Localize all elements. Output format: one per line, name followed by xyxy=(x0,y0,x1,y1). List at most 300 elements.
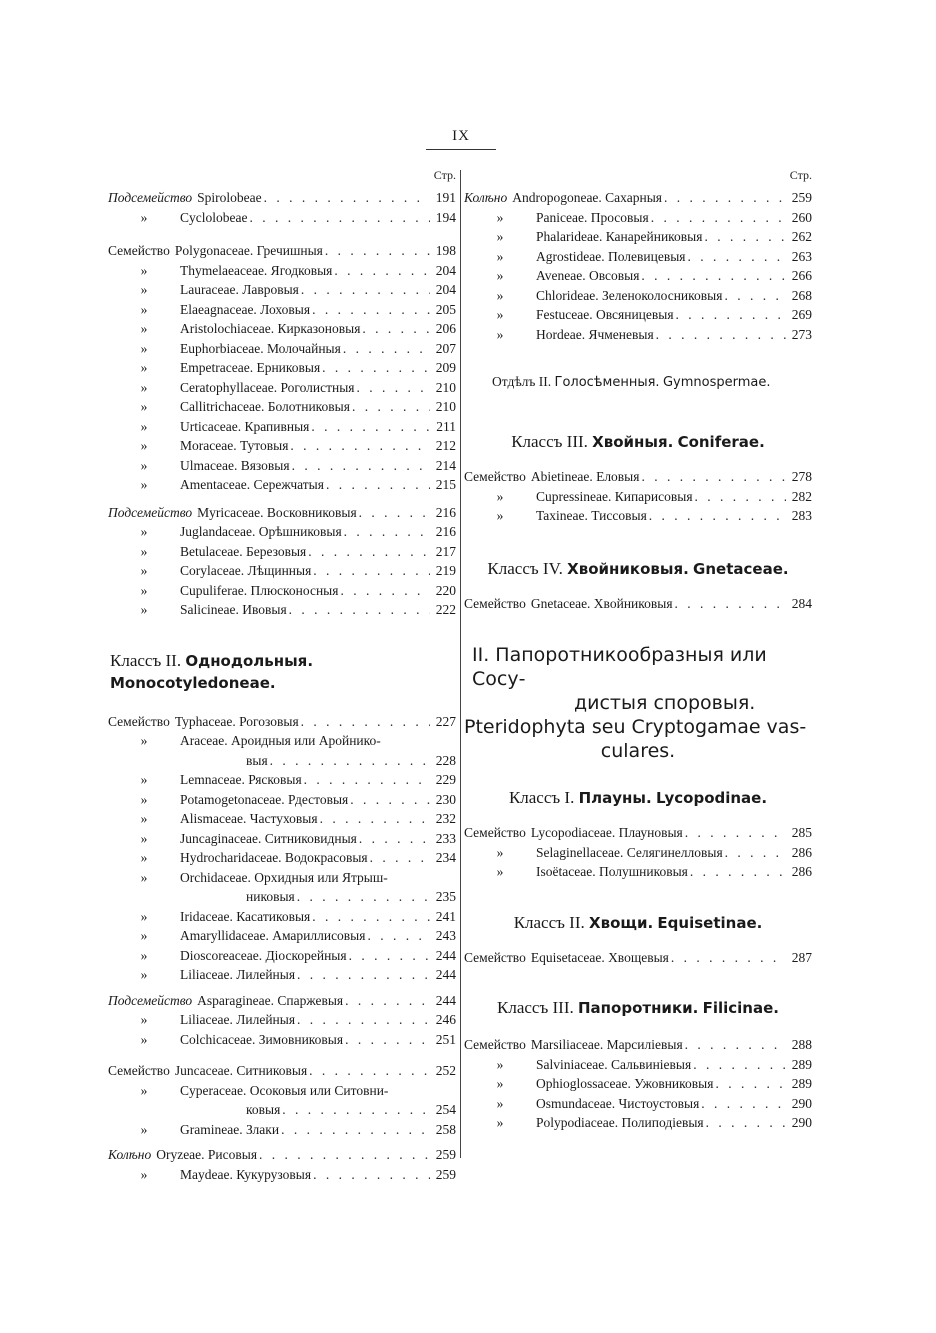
class-prefix: Классъ II. xyxy=(513,912,585,932)
entry-prefix: » xyxy=(140,1121,148,1137)
entry-name: Oryzeae. Рисовыя xyxy=(156,1147,258,1162)
entry-page: 285 xyxy=(791,825,812,840)
entry-prefix: » xyxy=(140,418,148,434)
entry-page: 268 xyxy=(791,287,812,303)
entry-page: 204 xyxy=(435,282,456,297)
entry-name: Maydeae. Кукурузовыя xyxy=(180,1166,312,1182)
entry-label xyxy=(108,887,295,907)
entry-prefix: » xyxy=(140,947,148,963)
toc-entry xyxy=(108,926,456,946)
entry-page: 258 xyxy=(435,1121,456,1137)
toc-entry xyxy=(464,487,812,507)
entry-label xyxy=(108,1061,307,1081)
entry-label xyxy=(464,325,654,345)
dot-leader xyxy=(641,266,786,286)
toc-group xyxy=(464,467,812,526)
entry-label xyxy=(464,1113,704,1133)
toc-entry xyxy=(108,848,456,868)
entry-label xyxy=(108,809,318,829)
entry-name: Thymelaeaceae. Ягодковыя xyxy=(180,262,333,278)
entry-name: Osmundaceae. Чистоустовыя xyxy=(536,1095,700,1111)
dot-leader xyxy=(357,378,431,398)
division-prefix: Отдѣлъ II. xyxy=(492,374,552,389)
entry-prefix: » xyxy=(140,811,148,826)
entry-prefix: » xyxy=(140,543,148,559)
entry-name: ковыя xyxy=(246,1102,281,1117)
entry-name: Marsiliaceae. Марсилiевыя xyxy=(530,1037,683,1052)
toc-entry xyxy=(108,503,456,523)
entry-name: Myricaceae. Восковниковыя xyxy=(197,504,357,520)
toc-group xyxy=(464,823,812,882)
class-heading xyxy=(464,558,812,580)
entry-label xyxy=(464,1035,683,1055)
dot-leader xyxy=(675,594,786,614)
entry-label xyxy=(108,790,348,810)
dot-leader xyxy=(304,770,430,790)
toc-group xyxy=(108,712,456,985)
dot-leader xyxy=(725,843,786,863)
entry-name: Salviniaceae. Сальвинiевыя xyxy=(536,1056,692,1072)
dot-leader xyxy=(685,1035,786,1055)
dot-leader xyxy=(656,325,786,345)
entry-label xyxy=(464,286,722,306)
dot-leader xyxy=(359,503,430,523)
entry-name: Lemnaceae. Рясковыя xyxy=(180,772,302,787)
entry-page: 229 xyxy=(435,772,456,787)
dot-leader xyxy=(281,1120,430,1140)
section-line: дистыя споровыя. xyxy=(574,692,756,714)
entry-name: Cupressineae. Кипарисовыя xyxy=(536,488,693,504)
entry-name: Empetraceae. Ерниковыя xyxy=(180,360,321,375)
dot-leader xyxy=(313,561,430,581)
toc-entry xyxy=(108,868,456,888)
dot-leader xyxy=(270,751,430,771)
entry-page: 259 xyxy=(791,190,812,205)
toc-entry xyxy=(108,378,456,398)
dot-leader xyxy=(345,1030,430,1050)
entry-label xyxy=(464,1055,691,1075)
entry-label xyxy=(108,456,290,476)
dot-leader xyxy=(649,506,786,526)
entry-prefix: Семейство xyxy=(108,713,170,729)
toc-entry xyxy=(108,1030,456,1050)
entry-label xyxy=(108,188,262,208)
toc-entry xyxy=(464,1113,812,1133)
entry-label xyxy=(108,261,332,281)
entry-prefix: » xyxy=(496,307,504,322)
class-prefix: Классъ II. xyxy=(110,650,182,670)
toc-entry xyxy=(464,325,812,345)
entry-page: 191 xyxy=(435,190,456,205)
toc-group xyxy=(464,594,812,614)
entry-name: Cupuliferae. Плюсконосныя xyxy=(180,582,339,598)
toc-entry xyxy=(108,542,456,562)
entry-label xyxy=(464,208,649,228)
entry-label xyxy=(108,1081,388,1101)
entry-prefix: » xyxy=(140,301,148,317)
entry-prefix: » xyxy=(496,844,504,860)
entry-prefix: » xyxy=(140,457,148,473)
entry-prefix: Подсемейство xyxy=(108,992,193,1008)
entry-name: Ceratophyllaceae. Роголистныя xyxy=(180,379,355,395)
entry-label xyxy=(108,397,350,417)
dot-leader xyxy=(311,417,430,437)
entry-label xyxy=(464,506,647,526)
toc-entry xyxy=(108,1061,456,1081)
entry-prefix: » xyxy=(496,864,504,879)
page-column-header: Стр. xyxy=(789,168,812,182)
entry-label xyxy=(464,227,702,247)
entry-name: Ulmaceae. Вязовыя xyxy=(180,457,290,473)
left-column xyxy=(108,168,456,1184)
entry-page: 232 xyxy=(435,811,456,826)
toc-entry xyxy=(108,712,456,732)
entry-prefix: » xyxy=(140,399,148,414)
entry-label xyxy=(108,991,343,1011)
toc-group xyxy=(464,1035,812,1133)
dot-leader xyxy=(308,542,430,562)
entry-prefix: » xyxy=(140,524,148,539)
entry-page: 284 xyxy=(791,595,812,611)
entry-prefix: » xyxy=(496,248,504,264)
entry-prefix: » xyxy=(496,1095,504,1111)
dot-leader xyxy=(685,823,786,843)
entry-label xyxy=(464,247,686,267)
entry-label xyxy=(108,907,310,927)
entry-name: Betulaceae. Березовыя xyxy=(180,543,307,559)
entry-name: Alismaceae. Частуховыя xyxy=(180,811,318,826)
entry-label xyxy=(108,731,381,751)
toc-entry xyxy=(108,751,456,771)
dot-leader xyxy=(690,862,786,882)
dot-leader xyxy=(259,1145,430,1165)
dot-leader xyxy=(289,600,430,620)
entry-prefix: Семейство xyxy=(464,469,526,484)
entry-prefix: Семейство xyxy=(464,595,526,611)
entry-prefix: » xyxy=(140,830,148,846)
class-name-lat: Equisetinae. xyxy=(657,913,763,932)
entry-page: 204 xyxy=(435,262,456,278)
toc-entry xyxy=(108,887,456,907)
entry-page: 263 xyxy=(791,248,812,264)
entry-prefix: » xyxy=(140,928,148,943)
entry-label xyxy=(108,300,310,320)
entry-page: 286 xyxy=(791,844,812,860)
entry-label xyxy=(108,339,341,359)
toc-entry xyxy=(108,261,456,281)
entry-name: Liliaceae. Лилейныя xyxy=(180,1012,296,1027)
dot-leader xyxy=(367,926,430,946)
toc-entry xyxy=(108,581,456,601)
class-name-ru: Хвойныя. xyxy=(592,433,674,451)
toc-entry xyxy=(464,843,812,863)
entry-prefix: » xyxy=(496,508,504,523)
dot-leader xyxy=(301,712,430,732)
entry-page: 288 xyxy=(791,1037,812,1052)
entry-page: 210 xyxy=(435,379,456,395)
entry-name: Lycopodiaceae. Плауновыя xyxy=(530,825,683,840)
entry-name: Hydrocharidaceae. Водокрасовыя xyxy=(180,850,368,865)
entry-page: 228 xyxy=(435,752,456,768)
class-heading xyxy=(108,650,456,694)
class-name-lat: Coniferae. xyxy=(677,433,765,451)
entry-label xyxy=(464,305,674,325)
entry-label xyxy=(108,417,309,437)
entry-page: 246 xyxy=(435,1012,456,1027)
toc-entry xyxy=(464,862,812,882)
toc-entry xyxy=(108,991,456,1011)
toc-entry xyxy=(108,188,456,208)
entry-label xyxy=(108,926,365,946)
entry-page: 215 xyxy=(435,477,456,492)
entry-label xyxy=(464,1094,699,1114)
entry-label xyxy=(108,600,287,620)
dot-leader xyxy=(340,581,430,601)
entry-name: Cyperaceae. Осоковыя или Ситовни- xyxy=(180,1082,389,1098)
dot-leader xyxy=(301,280,430,300)
dot-leader xyxy=(282,1100,430,1120)
entry-label xyxy=(464,487,693,507)
entry-name: Andropogoneae. Сахарныя xyxy=(512,190,662,205)
entry-prefix: » xyxy=(496,229,504,244)
entry-label xyxy=(108,712,299,732)
dot-leader xyxy=(664,188,786,208)
toc-entry xyxy=(108,600,456,620)
column-divider xyxy=(460,170,461,1158)
entry-page: 266 xyxy=(791,268,812,283)
entry-label xyxy=(108,1030,343,1050)
entry-prefix: » xyxy=(140,282,148,297)
entry-label xyxy=(464,266,639,286)
entry-prefix: » xyxy=(140,791,148,807)
class-name-ru: Хвойниковыя. xyxy=(567,559,689,578)
dot-leader xyxy=(344,522,430,542)
entry-prefix: Подсемейство xyxy=(108,504,193,520)
dot-leader xyxy=(706,1113,786,1133)
class-heading xyxy=(464,912,812,934)
entry-prefix: » xyxy=(496,209,504,225)
dot-leader xyxy=(297,965,430,985)
entry-page: 283 xyxy=(791,508,812,523)
dot-leader xyxy=(345,991,430,1011)
entry-prefix: » xyxy=(140,360,148,375)
entry-prefix: » xyxy=(140,209,148,225)
toc-group xyxy=(108,991,456,1050)
entry-name: Polygonaceae. Гречишныя xyxy=(174,243,323,258)
entry-name: Chlorideae. Зеленоколосниковыя xyxy=(536,287,723,303)
class-prefix: Классъ III. xyxy=(511,432,588,451)
class-prefix: Классъ IV. xyxy=(487,558,563,578)
entry-prefix: Колѣно xyxy=(108,1147,152,1162)
toc-group xyxy=(108,503,456,620)
entry-label xyxy=(464,467,639,487)
toc-entry xyxy=(464,594,812,614)
toc-group xyxy=(464,188,812,344)
toc-entry xyxy=(464,1094,812,1114)
entry-page: 273 xyxy=(791,326,812,342)
toc-entry xyxy=(108,417,456,437)
entry-label xyxy=(464,1074,713,1094)
entry-prefix: Семейство xyxy=(108,1063,170,1078)
dot-leader xyxy=(701,1094,786,1114)
entry-prefix: » xyxy=(140,908,148,924)
toc-entry xyxy=(108,946,456,966)
entry-label xyxy=(108,581,338,601)
toc-entry xyxy=(108,790,456,810)
entry-label xyxy=(108,319,360,339)
entry-prefix: » xyxy=(496,268,504,283)
class-name-ru: Хвощи. xyxy=(589,913,654,932)
entry-prefix: » xyxy=(140,563,148,578)
entry-page: 259 xyxy=(435,1147,456,1162)
entry-page: 214 xyxy=(435,457,456,473)
entry-page: 287 xyxy=(791,949,812,965)
entry-name: Cyclolobeae xyxy=(180,209,248,225)
dot-leader xyxy=(724,286,786,306)
entry-label xyxy=(108,280,299,300)
entry-prefix: » xyxy=(140,850,148,865)
dot-leader xyxy=(290,436,430,456)
entry-name: Urticaceae. Крапивныя xyxy=(180,418,310,434)
toc-entry xyxy=(108,1100,456,1120)
entry-name: Amaryllidaceae. Амариллисовыя xyxy=(180,928,366,943)
dot-leader xyxy=(297,1010,430,1030)
entry-page: 216 xyxy=(435,524,456,539)
class-name-lat: Lycopodinae. xyxy=(655,789,768,807)
entry-page: 244 xyxy=(435,947,456,963)
entry-name: Paniceae. Просовыя xyxy=(536,209,649,225)
section-heading xyxy=(464,643,812,763)
entry-prefix: » xyxy=(140,340,148,356)
entry-prefix: Семейство xyxy=(108,243,170,258)
class-name-ru: Однодольныя. xyxy=(185,651,314,670)
entry-page: 262 xyxy=(791,229,812,244)
toc-entry xyxy=(464,467,812,487)
entry-page: 290 xyxy=(791,1095,812,1111)
class-name-lat: Gnetaceae. xyxy=(693,559,789,578)
entry-page: 259 xyxy=(435,1166,456,1182)
entry-page: 207 xyxy=(435,340,456,356)
dot-leader xyxy=(249,208,430,228)
entry-page: 220 xyxy=(435,582,456,598)
entry-name: Selaginellaceae. Селягинелловыя xyxy=(536,844,723,860)
dot-leader xyxy=(359,829,430,849)
dot-leader xyxy=(326,475,430,495)
toc-entry xyxy=(108,397,456,417)
dot-leader xyxy=(312,907,430,927)
toc-entry xyxy=(108,436,456,456)
entry-label xyxy=(108,946,347,966)
dot-leader xyxy=(320,809,430,829)
class-name-ru: Папоротники. xyxy=(577,999,699,1017)
toc-entry xyxy=(108,731,456,751)
division-heading xyxy=(464,372,812,393)
entry-page: 290 xyxy=(791,1115,812,1130)
dot-leader xyxy=(322,358,430,378)
entry-name: Isoëtaceae. Полушниковыя xyxy=(536,864,688,879)
entry-prefix: » xyxy=(140,967,148,982)
entry-page: 194 xyxy=(435,209,456,225)
entry-page: 217 xyxy=(435,543,456,559)
entry-prefix: » xyxy=(496,1115,504,1130)
page-column-header: Стр. xyxy=(433,168,456,182)
toc-entry xyxy=(464,227,812,247)
dot-leader xyxy=(641,467,786,487)
dot-leader xyxy=(325,241,430,261)
dot-leader xyxy=(349,946,430,966)
entry-prefix: » xyxy=(140,1012,148,1027)
entry-name: Callitrichaceae. Болотниковыя xyxy=(180,399,350,414)
dot-leader xyxy=(312,300,430,320)
entry-prefix: » xyxy=(140,602,148,617)
entry-prefix: Подсемейство xyxy=(108,190,193,205)
entry-label xyxy=(108,1145,257,1165)
entry-page: 282 xyxy=(791,488,812,504)
entry-label xyxy=(108,1165,311,1185)
entry-prefix: » xyxy=(140,772,148,787)
dot-leader xyxy=(264,188,430,208)
class-heading xyxy=(464,787,812,809)
toc-entry xyxy=(464,948,812,968)
toc-entry xyxy=(464,247,812,267)
entry-name: Dioscoreaceae. Діоскорейныя xyxy=(180,947,347,963)
right-column xyxy=(464,168,812,1133)
entry-prefix: » xyxy=(140,477,148,492)
entry-name: Colchicaceae. Зимовниковыя xyxy=(180,1031,344,1047)
class-name-lat: Monocotyledoneae. xyxy=(110,673,276,692)
entry-page: 289 xyxy=(791,1056,812,1072)
entry-label xyxy=(464,948,669,968)
entry-prefix: » xyxy=(496,1056,504,1072)
entry-prefix: Семейство xyxy=(464,825,526,840)
toc-group xyxy=(108,188,456,227)
entry-label xyxy=(108,378,355,398)
entry-prefix: » xyxy=(496,287,504,303)
toc-entry xyxy=(108,319,456,339)
class-name-lat: Filicinae. xyxy=(702,999,779,1017)
toc-group xyxy=(108,1061,456,1139)
toc-entry xyxy=(108,339,456,359)
toc-entry xyxy=(464,305,812,325)
toc-group xyxy=(464,948,812,968)
entry-name: Liliaceae. Лилейныя xyxy=(180,967,296,982)
entry-name: Araceae. Ароидныя или Аройнико- xyxy=(180,733,381,748)
entry-name: Amentaceae. Сережчатыя xyxy=(180,477,324,492)
dot-leader xyxy=(350,790,430,810)
toc-entry xyxy=(108,809,456,829)
entry-label xyxy=(108,475,324,495)
entry-name: Orchidaceae. Орхидныя или Ятрыш- xyxy=(180,869,388,885)
entry-label xyxy=(108,208,247,228)
entry-label xyxy=(108,436,288,456)
entry-prefix: » xyxy=(140,379,148,395)
toc-entry xyxy=(108,522,456,542)
toc-entry xyxy=(464,823,812,843)
division-name-ru: Голосѣменныя. xyxy=(554,375,660,390)
toc-entry xyxy=(464,266,812,286)
toc-entry xyxy=(108,907,456,927)
entry-label xyxy=(108,241,323,261)
dot-leader xyxy=(693,1055,786,1075)
entry-label xyxy=(108,965,295,985)
entry-name: выя xyxy=(246,752,268,768)
toc-entry xyxy=(108,300,456,320)
dot-leader xyxy=(671,948,786,968)
toc-entry xyxy=(108,829,456,849)
toc-entry xyxy=(108,241,456,261)
dot-leader xyxy=(343,339,430,359)
entry-name: Hordeae. Ячменевыя xyxy=(536,326,654,342)
